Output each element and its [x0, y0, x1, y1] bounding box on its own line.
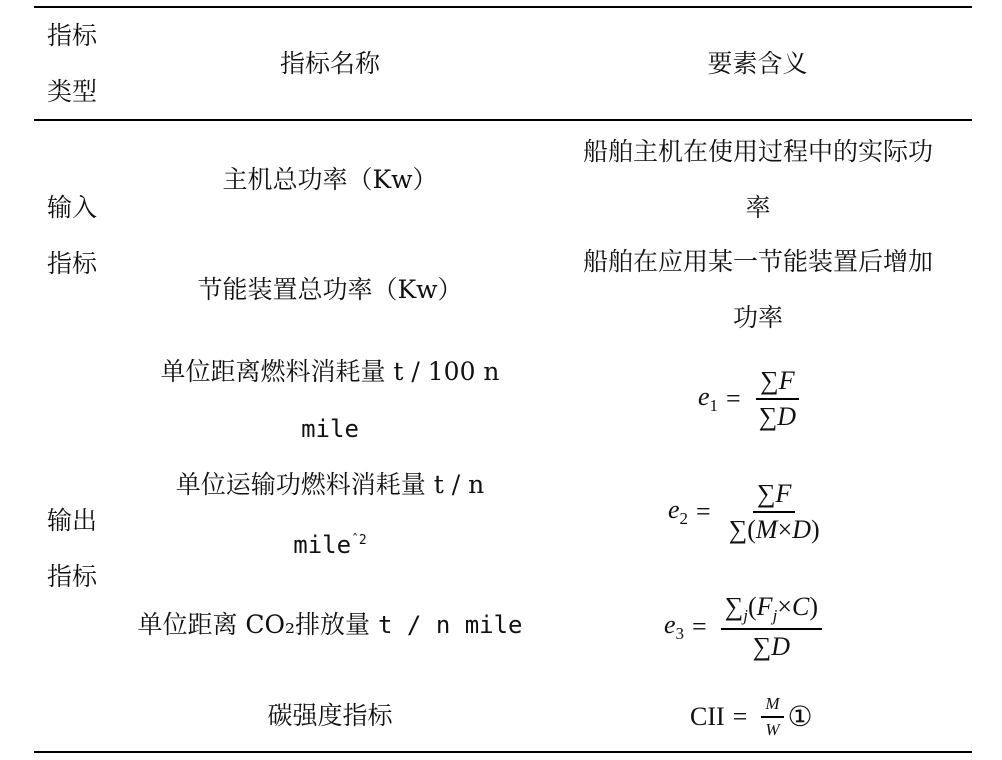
header-type-line2: 类型: [47, 77, 98, 106]
formula-e2: $e_2$ = $\frac{\sum F}{\sum(M\times D)}$: [668, 479, 820, 544]
row2-name: 节能装置总功率（Kw）: [197, 275, 463, 304]
row2-meaning-line1: 船舶在应用某一节能装置后增加: [582, 247, 933, 276]
header-name: 指标名称: [279, 49, 380, 78]
header-meaning: 要素含义: [707, 49, 808, 78]
row4-name-line2: mile$^{ˆ2}$: [293, 531, 367, 559]
type-output-line1: 输出: [47, 506, 98, 535]
row5-name: 单位距离 CO₂排放量 t / n mile: [137, 610, 523, 639]
formula-cii: CII = $\frac{M}{W}$ ①: [690, 694, 813, 739]
header-rule: [34, 119, 972, 121]
row3-name-line2: mile: [301, 415, 359, 443]
row3-name-line1: 单位距离燃料消耗量 t / 100 n: [160, 357, 500, 386]
row6-name: 碳强度指标: [267, 701, 393, 730]
row1-name: 主机总功率（Kw）: [222, 165, 438, 194]
row1-meaning-line1: 船舶主机在使用过程中的实际功: [582, 137, 933, 166]
row4-name-line1: 单位运输功燃料消耗量 t / n: [175, 470, 485, 499]
row1-meaning-line2: 率: [745, 193, 771, 222]
formula-e1: $e_1$ = $\frac{\sum F}{\sum D}$: [698, 366, 800, 432]
header-type-line1: 指标: [47, 21, 98, 50]
bottom-rule: [34, 751, 972, 753]
type-input-line2: 指标: [47, 249, 98, 278]
type-input-line1: 输入: [47, 193, 98, 222]
type-output-line2: 指标: [47, 562, 98, 591]
row2-meaning-line2: 功率: [732, 303, 783, 332]
top-rule: [34, 6, 972, 8]
formula-e3: $e_3$ = $\frac{\sum_j(F_j\times C)}{\sum D}$: [664, 592, 822, 662]
